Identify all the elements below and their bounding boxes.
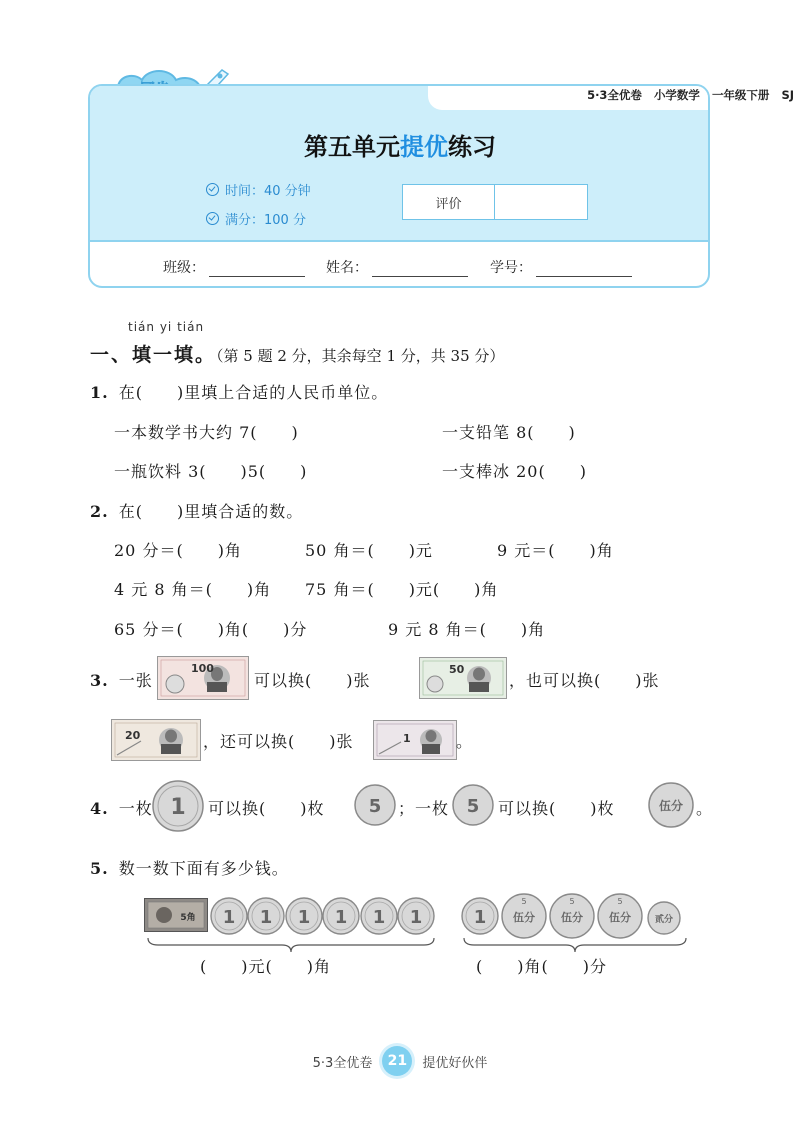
q3-part5: 。: [456, 732, 474, 751]
q3-part1: 3. 一张: [90, 671, 153, 690]
banknote-20-yuan: [111, 719, 201, 761]
svg-text:贰分: 贰分: [654, 915, 674, 925]
svg-text:5: 5: [617, 897, 623, 906]
section-heading: 一、填一填。（第 5 题 2 分，其余每空 1 分，共 35 分）: [90, 344, 505, 366]
coin-row-mixed: [460, 892, 686, 942]
svg-text:5: 5: [521, 897, 527, 906]
footer-brand: 5·3全优卷: [312, 1055, 373, 1071]
q2-r2a[interactable]: 4 元 8 角＝( )角: [114, 580, 272, 599]
q4-part5: 。: [696, 799, 714, 818]
evaluation-label: 评价: [403, 185, 495, 219]
q2-r1b[interactable]: 50 角＝( )元: [305, 541, 433, 560]
q3-part3[interactable]: ，也可以换( )张: [509, 671, 660, 690]
q5-answer-right[interactable]: ( )角( )分: [476, 957, 607, 976]
coin-5-fen: [502, 894, 546, 938]
evaluation-box: [402, 184, 588, 220]
svg-text:伍分: 伍分: [513, 911, 535, 924]
svg-text:1: 1: [334, 907, 348, 928]
page-footer: [0, 1046, 800, 1076]
svg-text:5角: 5角: [180, 913, 196, 923]
brace-right: [462, 936, 688, 954]
clock-icon: [206, 183, 219, 196]
svg-text:1: 1: [259, 907, 273, 928]
q2-r3b[interactable]: 9 元 8 角＝( )角: [388, 620, 546, 639]
coin-1-yuan: [286, 898, 322, 934]
coin-1-yuan: [462, 898, 498, 934]
student-id-field[interactable]: 学号：: [490, 257, 632, 277]
q2-r1c[interactable]: 9 元＝( )角: [497, 541, 614, 560]
coin-5-jiao: [354, 784, 396, 826]
coin-row-1-yuan: [210, 896, 436, 938]
svg-text:伍分: 伍分: [561, 911, 583, 924]
check-circle-icon: [206, 212, 219, 225]
q1-item-d[interactable]: 一支棒冰 20( ): [442, 462, 587, 481]
page-number: 21: [382, 1046, 412, 1076]
full-score: 满分：100 分: [206, 209, 306, 228]
svg-text:1: 1: [473, 907, 487, 928]
q4-part4[interactable]: 可以换( )枚: [498, 799, 615, 818]
coin-5-fen: [598, 894, 642, 938]
page-title: 第五单元提优练习: [304, 133, 496, 161]
name-field[interactable]: 姓名：: [326, 257, 468, 277]
coin-1-yuan: [361, 898, 397, 934]
section-pinyin: tián yi tián: [128, 320, 205, 334]
q4-part3: ；一枚: [398, 799, 450, 818]
banknote-50-yuan: [419, 657, 507, 699]
q5-stem: 5. 数一数下面有多少钱。: [90, 859, 289, 878]
id-blank[interactable]: [536, 261, 632, 277]
book-subject: 小学数学: [653, 88, 700, 102]
book-grade: 一年级下册: [711, 88, 770, 102]
coin-5-fen: [648, 782, 694, 828]
banknote-5-jiao: [144, 898, 208, 932]
svg-text:100: 100: [191, 662, 214, 675]
brace-left: [146, 936, 436, 954]
svg-text:1: 1: [372, 907, 386, 928]
coin-1-yuan: [211, 898, 247, 934]
footer-slogan: 提优好伙伴: [422, 1055, 488, 1071]
banknote-1-yuan: [373, 720, 457, 760]
svg-text:1: 1: [297, 907, 311, 928]
svg-text:5: 5: [569, 897, 575, 906]
q1-item-c[interactable]: 一瓶饮料 3( )5( ): [114, 462, 308, 481]
svg-text:伍分: 伍分: [609, 911, 631, 924]
q1-stem: 1. 在( )里填上合适的人民币单位。: [90, 383, 389, 402]
q2-r1a[interactable]: 20 分＝( )角: [114, 541, 242, 560]
svg-text:伍分: 伍分: [658, 799, 684, 813]
book-info: [524, 85, 794, 105]
q2-stem: 2. 在( )里填合适的数。: [90, 502, 304, 521]
coin-2-fen: [648, 902, 680, 934]
coin-1-yuan: [323, 898, 359, 934]
q3-part2[interactable]: 可以换( )张: [254, 671, 371, 690]
q4-part2[interactable]: 可以换( )枚: [208, 799, 325, 818]
q2-r2b[interactable]: 75 角＝( )元( )角: [305, 580, 499, 599]
banknote-100-yuan: [157, 656, 249, 700]
evaluation-field[interactable]: [495, 185, 587, 219]
book-edition: SJ: [781, 88, 794, 102]
q1-item-b[interactable]: 一支铅笔 8( ): [442, 423, 576, 442]
svg-text:5: 5: [466, 796, 480, 817]
q3-part4[interactable]: ，还可以换( )张: [203, 732, 354, 751]
q4-part1: 4. 一枚: [90, 799, 153, 818]
svg-text:1: 1: [170, 795, 186, 820]
coin-1-yuan: [152, 780, 204, 832]
book-brand: 5·3全优卷: [587, 88, 642, 102]
svg-text:1: 1: [222, 907, 236, 928]
time-limit: 时间：40 分钟: [206, 180, 311, 199]
svg-text:1: 1: [409, 907, 423, 928]
svg-text:20: 20: [125, 729, 141, 742]
q2-r3a[interactable]: 65 分＝( )角( )分: [114, 620, 308, 639]
coin-1-yuan: [398, 898, 434, 934]
name-blank[interactable]: [372, 261, 468, 277]
coin-5-jiao-2: [452, 784, 494, 826]
class-field[interactable]: 班级：: [163, 257, 305, 277]
svg-text:50: 50: [449, 663, 465, 676]
coin-1-yuan: [248, 898, 284, 934]
class-blank[interactable]: [209, 261, 305, 277]
q1-item-a[interactable]: 一本数学书大约 7( ): [114, 423, 299, 442]
svg-text:5: 5: [368, 796, 382, 817]
q5-answer-left[interactable]: ( )元( )角: [200, 957, 331, 976]
svg-text:1: 1: [403, 732, 411, 745]
coin-5-fen: [550, 894, 594, 938]
